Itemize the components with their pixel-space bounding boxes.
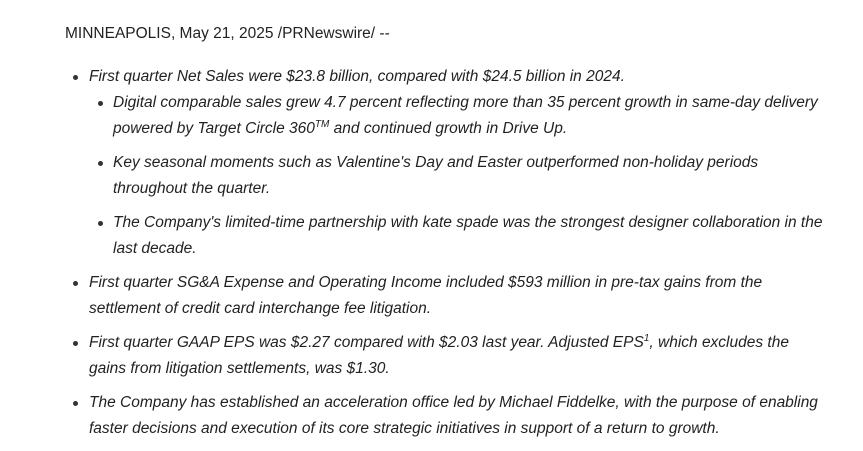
subbullet-kate-spade [0, 210, 823, 262]
trademark-superscript: TM [314, 119, 330, 130]
subbullet-digital-sales [0, 90, 823, 142]
bullet-net-sales [0, 64, 863, 262]
dateline: MINNEAPOLIS, May 21, 2025 /PRNewswire/ -- [65, 25, 390, 42]
bullet-sga-expense [0, 270, 863, 322]
subbullet-text: The Company's limited-time partnership with kate spade was the strongest designer collaboration in the last decade. [113, 214, 823, 257]
subbullet-text: Digital comparable sales grew 4.7 percent reflecting more than 35 percent growth in same-day delivery powered by Target Circle 360 [113, 94, 818, 137]
highlights-list [0, 64, 863, 450]
subbullet-seasonal-moments [0, 150, 823, 202]
bullet-gaap-eps [0, 330, 863, 382]
footnote-superscript: 1 [643, 333, 650, 344]
bullet-text: First quarter SG&A Expense and Operating Income included $593 million in pre-tax gains from the settlement of credit card interchange fee litigation. [89, 274, 763, 317]
bullet-text: First quarter GAAP EPS was $2.27 compared with $2.03 last year. Adjusted EPS [89, 334, 644, 351]
bullet-acceleration-office [0, 390, 863, 442]
subbullet-text-continued: and continued growth in Drive Up. [329, 120, 568, 137]
bullet-text-continued: , which excludes the gains from litigation settlements, was $1.30. [89, 334, 789, 377]
bullet-text: First quarter Net Sales were $23.8 billion, compared with $24.5 billion in 2024. [89, 68, 625, 85]
net-sales-sublist [89, 90, 823, 262]
subbullet-text: Key seasonal moments such as Valentine's Day and Easter outperformed non-holiday periods throughout the quarter. [113, 154, 759, 197]
bullet-text: The Company has established an acceleration office led by Michael Fiddelke, with the purpose of enabling faster decisions and execution of its core strategic initiatives in support of a return to growth. [89, 394, 818, 437]
